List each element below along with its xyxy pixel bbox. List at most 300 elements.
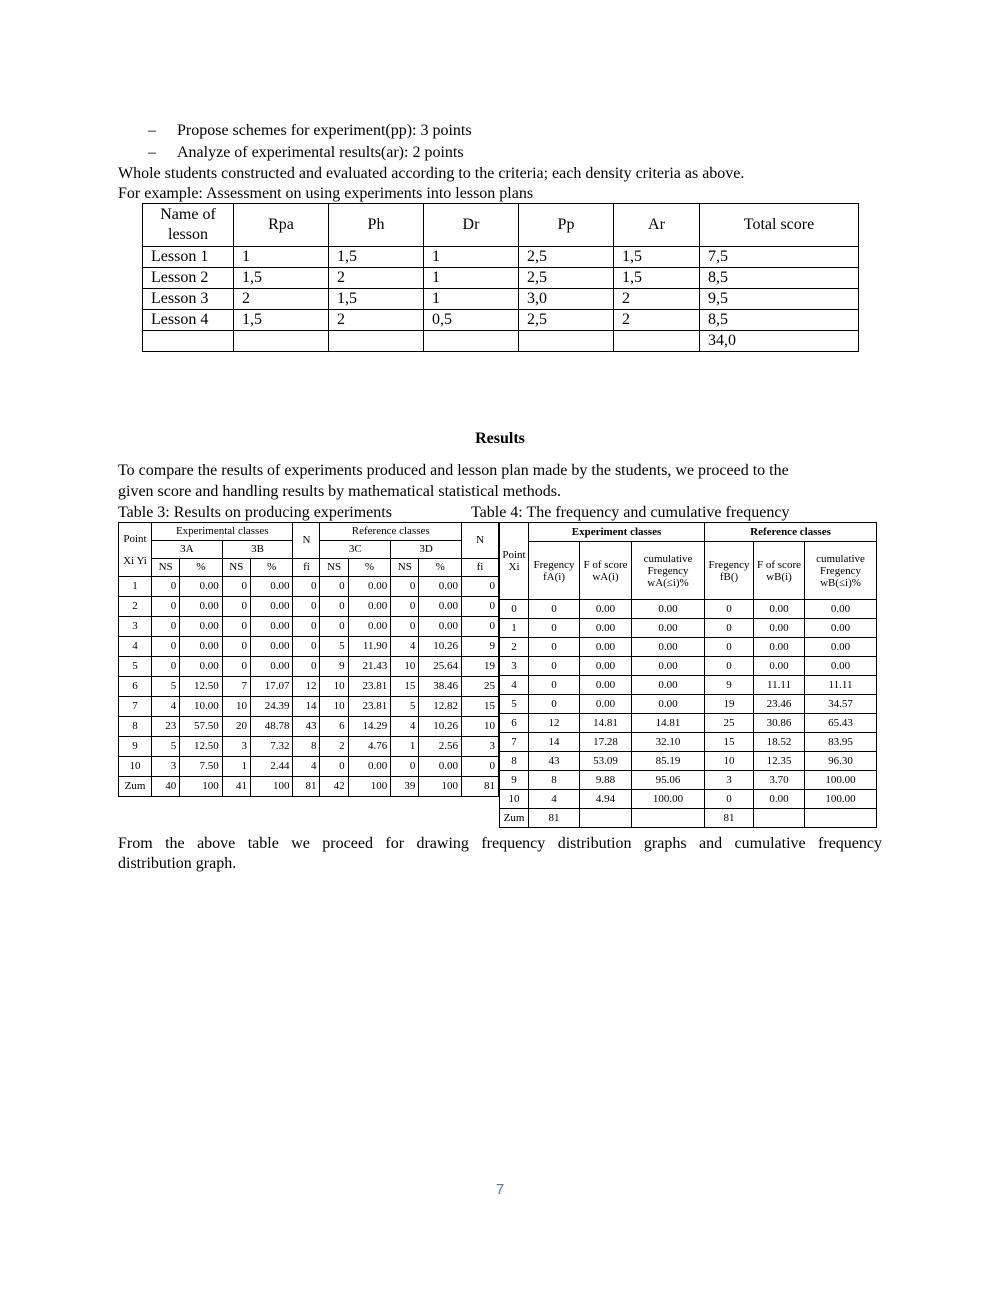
page-number: 7	[495, 1181, 505, 1198]
table-cell: 25	[462, 677, 499, 697]
paragraph: distribution graph.	[118, 855, 237, 872]
header-cell: Name of lesson	[143, 204, 234, 247]
table-cell: 48.78	[250, 717, 293, 737]
header-cell: Dr	[424, 204, 519, 247]
table-cell: 65.43	[805, 714, 877, 733]
table-cell: 9	[119, 737, 152, 757]
table-cell: 3	[222, 737, 250, 757]
table-cell: 0.00	[805, 619, 877, 638]
table-cell: 1	[500, 619, 529, 638]
table-cell: 0.00	[805, 657, 877, 676]
table-cell: 0.00	[250, 577, 293, 597]
table-cell: 0	[529, 638, 580, 657]
table-cell: 7,5	[700, 247, 859, 268]
table-cell: 100	[180, 777, 223, 797]
table-cell: 0	[462, 617, 499, 637]
table-cell: Lesson 2	[143, 268, 234, 289]
header-cell: 3A	[152, 541, 223, 559]
table-row	[500, 676, 877, 695]
table-cell: 4	[293, 757, 320, 777]
table-cell: 5	[391, 697, 419, 717]
header-cell: %	[348, 559, 391, 577]
table-cell: 5	[152, 737, 180, 757]
table-row	[500, 752, 877, 771]
table-cell: 38.46	[419, 677, 462, 697]
table-cell: 0.00	[419, 757, 462, 777]
table-cell: 1	[391, 737, 419, 757]
table-cell: 0.00	[419, 577, 462, 597]
table-cell: 23.81	[348, 697, 391, 717]
bullet-item	[148, 121, 472, 141]
table-cell: 8	[293, 737, 320, 757]
table-cell: 7	[119, 697, 152, 717]
table-cell: 10.26	[419, 637, 462, 657]
table-cell: 42	[320, 777, 348, 797]
table-cell: 3	[705, 771, 754, 790]
table-cell: 4	[529, 790, 580, 809]
header-cell: Experimental classes	[152, 523, 293, 541]
header-cell: F of score wA(i)	[580, 542, 632, 600]
table-cell	[805, 809, 877, 828]
table-cell: 96.30	[805, 752, 877, 771]
table-cell: 0	[293, 617, 320, 637]
table-cell: 83.95	[805, 733, 877, 752]
header-cell: NS	[391, 559, 419, 577]
table-cell	[424, 331, 519, 352]
table-cell: 7	[500, 733, 529, 752]
table-row	[143, 289, 859, 310]
header-cell: Point Xi Yi	[119, 523, 152, 577]
table-cell: 100.00	[632, 790, 705, 809]
table-cell: 0.00	[419, 617, 462, 637]
table-cell: 0.00	[580, 695, 632, 714]
table-cell: 0	[222, 637, 250, 657]
table-cell: 1,5	[234, 268, 329, 289]
table-4	[499, 522, 877, 828]
table-3	[118, 522, 499, 797]
table-cell: 1,5	[234, 310, 329, 331]
table-cell: 3,0	[519, 289, 614, 310]
table-cell: 3	[152, 757, 180, 777]
table-row	[500, 638, 877, 657]
table-cell: 1	[424, 268, 519, 289]
table-cell: 14.81	[580, 714, 632, 733]
table-cell: 0.00	[754, 657, 805, 676]
table-cell: 9	[500, 771, 529, 790]
table-cell: 0	[222, 577, 250, 597]
table-cell: 2	[329, 268, 424, 289]
table-cell: 30.86	[754, 714, 805, 733]
table-cell: 6	[119, 677, 152, 697]
table-row	[119, 577, 499, 597]
table-cell: 0	[529, 619, 580, 638]
table-cell: 2,5	[519, 247, 614, 268]
table-row	[119, 617, 499, 637]
table-cell: 0.00	[580, 600, 632, 619]
table-cell: 0	[391, 577, 419, 597]
table-cell: 32.10	[632, 733, 705, 752]
table-cell: 0	[462, 757, 499, 777]
table-cell: 4	[391, 637, 419, 657]
table-cell: 3	[119, 617, 152, 637]
table-cell: 0.00	[250, 657, 293, 677]
table-cell: 0	[293, 597, 320, 617]
table-cell: 40	[152, 777, 180, 797]
table-cell: 17.28	[580, 733, 632, 752]
table-cell: 7.32	[250, 737, 293, 757]
table-cell: 2,5	[519, 310, 614, 331]
table-cell: 23.81	[348, 677, 391, 697]
table-caption: Table 4: The frequency and cumulative frequency	[471, 504, 790, 521]
table-cell: 10	[119, 757, 152, 777]
table-cell: 0	[391, 617, 419, 637]
table-cell: 0.00	[180, 617, 223, 637]
table-cell: 0	[152, 617, 180, 637]
paragraph: To compare the results of experiments produced and lesson plan made by the students, we proceed to the	[118, 462, 789, 479]
header-cell: NS	[222, 559, 250, 577]
table-cell: 81	[705, 809, 754, 828]
table-cell: 23.46	[754, 695, 805, 714]
table-cell: Zum	[119, 777, 152, 797]
table-cell: 1,5	[329, 247, 424, 268]
table-cell: 0.00	[180, 577, 223, 597]
table-cell: 15	[462, 697, 499, 717]
table-cell: 0	[222, 657, 250, 677]
table-row	[119, 637, 499, 657]
table-cell: 0	[529, 676, 580, 695]
table-cell: 3	[500, 657, 529, 676]
table-cell: 0.00	[632, 638, 705, 657]
table-row	[119, 737, 499, 757]
table-cell: 4	[152, 697, 180, 717]
table-cell: 8,5	[700, 268, 859, 289]
table-row	[500, 714, 877, 733]
table-row	[500, 733, 877, 752]
table-cell: 57.50	[180, 717, 223, 737]
header-cell: Pp	[519, 204, 614, 247]
table-cell: 0	[320, 577, 348, 597]
table-cell: 0	[529, 657, 580, 676]
header-cell: cumulative Fregency wB(≤i)%	[805, 542, 877, 600]
table-cell: 11.90	[348, 637, 391, 657]
table-cell: 34.57	[805, 695, 877, 714]
table-cell: 0.00	[250, 617, 293, 637]
paragraph: given score and handling results by mathematical statistical methods.	[118, 483, 561, 500]
paragraph: From the above table we proceed for drawing frequency distribution graphs and cumulative frequency	[118, 835, 882, 852]
table-cell: 43	[293, 717, 320, 737]
table-cell: 9	[462, 637, 499, 657]
section-heading: Results	[475, 430, 525, 447]
table-cell: 7	[222, 677, 250, 697]
table-cell: 0.00	[348, 617, 391, 637]
table-cell: 2	[119, 597, 152, 617]
table-header-row	[143, 204, 859, 247]
table-cell: 0.00	[632, 619, 705, 638]
header-cell: %	[250, 559, 293, 577]
table-cell: 95.06	[632, 771, 705, 790]
table-row	[143, 247, 859, 268]
table-cell: 2.44	[250, 757, 293, 777]
header-cell: %	[180, 559, 223, 577]
table-cell	[234, 331, 329, 352]
header-cell: NS	[152, 559, 180, 577]
table-cell	[580, 809, 632, 828]
table-row	[500, 790, 877, 809]
table-cell: 0.00	[580, 676, 632, 695]
table-cell: 0	[705, 790, 754, 809]
table-cell	[519, 331, 614, 352]
table-cell: 2	[320, 737, 348, 757]
table-cell: 0	[293, 657, 320, 677]
table-cell: 0	[705, 657, 754, 676]
table-cell: 14.29	[348, 717, 391, 737]
table-cell: 8	[529, 771, 580, 790]
table-cell: 0.00	[180, 657, 223, 677]
table-cell: 0	[320, 597, 348, 617]
table-cell: 10	[500, 790, 529, 809]
header-cell: Total score	[700, 204, 859, 247]
header-cell: N	[293, 523, 320, 559]
table-cell: 0	[293, 577, 320, 597]
table-row	[500, 657, 877, 676]
header-cell: %	[419, 559, 462, 577]
table-cell: 4	[119, 637, 152, 657]
table-cell: 0.00	[419, 597, 462, 617]
table-cell: 1,5	[614, 268, 700, 289]
table-cell: 0.00	[580, 619, 632, 638]
table-cell: 3.70	[754, 771, 805, 790]
table-cell	[143, 331, 234, 352]
bullet-text: Analyze of experimental results(ar): 2 points	[177, 144, 464, 161]
table-cell: 0	[705, 619, 754, 638]
table-cell: 17.07	[250, 677, 293, 697]
table-total-row	[500, 809, 877, 828]
table-row	[119, 677, 499, 697]
table-cell: 4.76	[348, 737, 391, 757]
header-cell: fi	[293, 559, 320, 577]
table-cell: 0	[500, 600, 529, 619]
table-cell: 100	[348, 777, 391, 797]
table-cell: 0.00	[632, 695, 705, 714]
table-cell: 3	[462, 737, 499, 757]
table-cell	[614, 331, 700, 352]
table-cell: 0	[462, 597, 499, 617]
table-cell: Lesson 1	[143, 247, 234, 268]
table-cell: 10	[320, 677, 348, 697]
table-cell: 100.00	[805, 790, 877, 809]
table-cell: 0	[705, 600, 754, 619]
table-cell: 0.00	[632, 657, 705, 676]
table-cell: 0.00	[250, 597, 293, 617]
table-cell: 7.50	[180, 757, 223, 777]
table-total-row	[119, 777, 499, 797]
table-cell: 5	[152, 677, 180, 697]
table-cell: 19	[462, 657, 499, 677]
table-cell: 43	[529, 752, 580, 771]
header-cell: Experiment classes	[529, 523, 705, 542]
header-cell: Ar	[614, 204, 700, 247]
table-cell: 0	[222, 617, 250, 637]
table-cell: 8	[119, 717, 152, 737]
table-cell: 0.00	[754, 619, 805, 638]
table-row	[143, 331, 859, 352]
table-header-row	[119, 523, 499, 541]
table-cell: 2,5	[519, 268, 614, 289]
table-cell: 81	[529, 809, 580, 828]
table-cell: 0	[293, 637, 320, 657]
table-cell: 0	[152, 577, 180, 597]
table-cell: 12.35	[754, 752, 805, 771]
table-cell: 15	[391, 677, 419, 697]
table-cell: 0,5	[424, 310, 519, 331]
table-cell: 0	[529, 695, 580, 714]
table-cell: 1,5	[329, 289, 424, 310]
table-cell: 0.00	[580, 657, 632, 676]
table-cell: 0	[320, 757, 348, 777]
table-cell: 25.64	[419, 657, 462, 677]
bullet-text: Propose schemes for experiment(pp): 3 points	[177, 122, 472, 139]
header-cell: 3C	[320, 541, 391, 559]
table-cell: 10.00	[180, 697, 223, 717]
table-cell: 10	[462, 717, 499, 737]
table-row	[500, 771, 877, 790]
table-cell: 100	[250, 777, 293, 797]
header-cell: NS	[320, 559, 348, 577]
table-cell: Zum	[500, 809, 529, 828]
table-cell: 1,5	[614, 247, 700, 268]
table-cell: 0	[152, 657, 180, 677]
table-cell: 85.19	[632, 752, 705, 771]
table-cell: 4.94	[580, 790, 632, 809]
table-cell: 0.00	[348, 597, 391, 617]
table-cell: 4	[391, 717, 419, 737]
bullet-dash: –	[148, 122, 156, 139]
table-cell: 14.81	[632, 714, 705, 733]
table-cell: 0.00	[805, 600, 877, 619]
header-cell: Ph	[329, 204, 424, 247]
table-cell: 10	[222, 697, 250, 717]
table-cell: 100.00	[805, 771, 877, 790]
header-cell: 3D	[391, 541, 462, 559]
table-cell: 12	[293, 677, 320, 697]
header-cell: fi	[462, 559, 499, 577]
table-cell: 25	[705, 714, 754, 733]
table-cell: 5	[119, 657, 152, 677]
header-cell: Fregency fA(i)	[529, 542, 580, 600]
table-cell: 0	[529, 600, 580, 619]
table-cell: 9	[705, 676, 754, 695]
table-cell: 0	[320, 617, 348, 637]
table-cell: 14	[293, 697, 320, 717]
table-row	[119, 757, 499, 777]
table-cell: 1	[222, 757, 250, 777]
table-cell: 0	[391, 757, 419, 777]
header-cell: cumulative Fregency wA(≤i)%	[632, 542, 705, 600]
table-cell: 12	[529, 714, 580, 733]
table-cell: 0.00	[180, 597, 223, 617]
table-cell: 5	[320, 637, 348, 657]
table-cell	[329, 331, 424, 352]
table-cell: 0.00	[754, 600, 805, 619]
table-cell: 8,5	[700, 310, 859, 331]
table-cell: 21.43	[348, 657, 391, 677]
table-cell: 12.50	[180, 677, 223, 697]
table-cell: 100	[419, 777, 462, 797]
header-cell: Rpa	[234, 204, 329, 247]
table-row	[143, 310, 859, 331]
table-row	[119, 717, 499, 737]
header-cell: Fregency fB()	[705, 542, 754, 600]
table-cell: 0	[152, 637, 180, 657]
table-cell: 0.00	[632, 600, 705, 619]
table-cell: 0	[152, 597, 180, 617]
table-cell: 1	[424, 247, 519, 268]
table-cell: 9,5	[700, 289, 859, 310]
table-cell: 6	[320, 717, 348, 737]
table-cell: 14	[529, 733, 580, 752]
table-cell: 1	[234, 247, 329, 268]
table-cell: 2	[329, 310, 424, 331]
bullet-item	[148, 143, 464, 163]
table-cell: 9	[320, 657, 348, 677]
table-cell: 0	[705, 638, 754, 657]
table-cell: 20	[222, 717, 250, 737]
table-cell: 10	[705, 752, 754, 771]
table-cell: 12.50	[180, 737, 223, 757]
header-cell: Point Xi	[500, 523, 529, 600]
table-cell: 0	[462, 577, 499, 597]
table-row	[119, 657, 499, 677]
table-cell: 2	[500, 638, 529, 657]
table-cell: 0.00	[250, 637, 293, 657]
table-cell: 6	[500, 714, 529, 733]
bullet-dash: –	[148, 144, 156, 161]
table-cell: 9.88	[580, 771, 632, 790]
header-cell: Reference classes	[705, 523, 877, 542]
table-cell: 0.00	[348, 577, 391, 597]
table-cell: 0	[391, 597, 419, 617]
table-cell: 2	[614, 310, 700, 331]
table-cell: 11.11	[805, 676, 877, 695]
assessment-table	[142, 203, 859, 352]
table-row	[500, 695, 877, 714]
header-cell: N	[462, 523, 499, 559]
table-cell: 24.39	[250, 697, 293, 717]
table-row	[119, 697, 499, 717]
table-cell: 39	[391, 777, 419, 797]
table-cell: 19	[705, 695, 754, 714]
table-cell: 0.00	[348, 757, 391, 777]
table-cell: 0.00	[754, 790, 805, 809]
table-cell: 12.82	[419, 697, 462, 717]
table-cell: Lesson 4	[143, 310, 234, 331]
table-cell: 81	[293, 777, 320, 797]
table-cell: Lesson 3	[143, 289, 234, 310]
table-cell: 53.09	[580, 752, 632, 771]
table-row	[119, 597, 499, 617]
table-cell: 0.00	[180, 637, 223, 657]
table-cell: 0.00	[632, 676, 705, 695]
paragraph: Whole students constructed and evaluated according to the criteria; each density criteria as above.	[118, 165, 745, 182]
table-cell: 10	[391, 657, 419, 677]
table-cell: 2	[234, 289, 329, 310]
table-cell: 0.00	[805, 638, 877, 657]
table-cell: 0	[222, 597, 250, 617]
table-row	[500, 619, 877, 638]
table-cell: 4	[500, 676, 529, 695]
table-cell: 1	[119, 577, 152, 597]
table-cell: 1	[424, 289, 519, 310]
